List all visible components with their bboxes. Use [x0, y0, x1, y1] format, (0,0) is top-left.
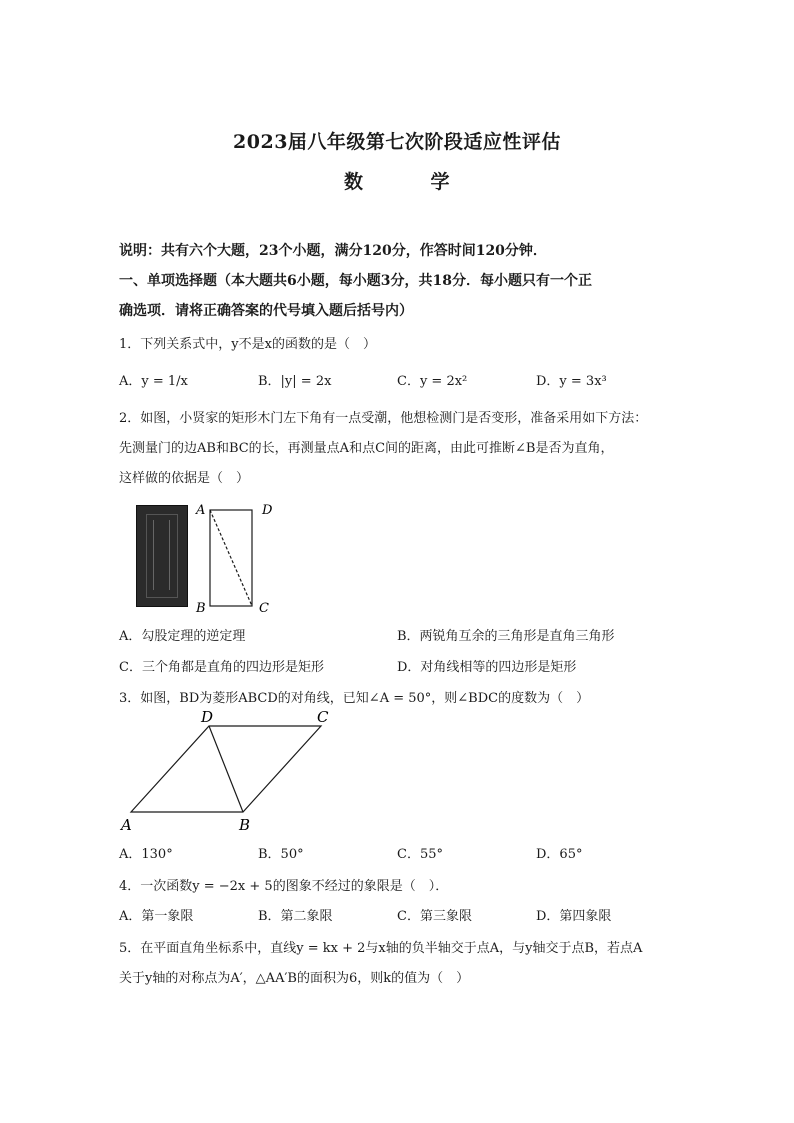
question-2-option-d: D．对角线相等的四边形是矩形	[397, 660, 577, 675]
question-2-option-a: A．勾股定理的逆定理	[119, 629, 246, 644]
question-2-line1: 2．如图，小贤家的矩形木门左下角有一点受潮，他想检测门是否变形，准备采用如下方法：	[119, 411, 648, 426]
vertex-d-label: D	[262, 503, 273, 518]
door-rectangle-figure	[192, 500, 282, 618]
question-3-option-c: C．55°	[397, 847, 443, 862]
question-2-line2: 先测量门的边AB和BC的长，再测量点A和点C间的距离，由此可推断∠B是否为直角，	[119, 441, 614, 456]
question-2-line3: 这样做的依据是（ ）	[119, 471, 250, 486]
question-4-option-b: B．第二象限	[258, 909, 333, 924]
diagonal-bd	[209, 726, 243, 812]
question-5-line1: 5．在平面直角坐标系中，直线y = kx + 2与x轴的负半轴交于点A，与y轴交于点B，若点A	[119, 941, 643, 956]
question-5-line2: 关于y轴的对称点为A′，△AA′B的面积为6，则k的值为（ ）	[119, 971, 470, 986]
question-3-stem: 3．如图，BD为菱形ABCD的对角线，已知∠A = 50°，则∠BDC的度数为（ ）	[119, 691, 590, 706]
question-1-option-d: D．y = 3x³	[536, 374, 607, 389]
exam-subject: 数 学	[343, 171, 451, 193]
question-4-option-c: C．第三象限	[397, 909, 472, 924]
question-4-stem: 4．一次函数y = −2x + 5的图象不经过的象限是（ ）．	[119, 879, 449, 894]
vertex-c-label: C	[259, 601, 269, 616]
question-1-option-a: A．y = 1/x	[119, 374, 188, 389]
rhombus-figure	[115, 706, 345, 836]
section-heading-line1: 一、单项选择题（本大题共6小题，每小题3分，共18分．每小题只有一个正	[119, 273, 592, 289]
section-heading-line2: 确选项．请将正确答案的代号填入题后括号内）	[119, 303, 413, 319]
vertex-a-label: A	[121, 816, 132, 834]
vertex-c-label: C	[317, 708, 329, 726]
question-1-stem: 1．下列关系式中，y不是x的函数的是（ ）	[119, 337, 376, 352]
question-1-option-c: C．y = 2x²	[397, 374, 468, 389]
vertex-d-label: D	[201, 708, 214, 726]
question-2-option-b: B．两锐角互余的三角形是直角三角形	[397, 629, 615, 644]
exam-title: 2023届八年级第七次阶段适应性评估	[233, 131, 561, 153]
question-1-option-b: B．|y| = 2x	[258, 374, 332, 389]
question-3-option-a: A．130°	[119, 847, 173, 862]
exam-instructions: 说明：共有六个大题，23个小题，满分120分，作答时间120分钟．	[119, 243, 547, 259]
question-4-option-a: A．第一象限	[119, 909, 194, 924]
question-3-option-d: D．65°	[536, 847, 583, 862]
vertex-b-label: B	[239, 816, 251, 834]
question-4-option-d: D．第四象限	[536, 909, 612, 924]
vertex-b-label: B	[196, 601, 206, 616]
question-2-option-c: C．三个角都是直角的四边形是矩形	[119, 660, 324, 675]
question-3-option-b: B．50°	[258, 847, 304, 862]
diagonal-ac	[210, 510, 252, 606]
door-photo	[136, 505, 188, 607]
vertex-a-label: A	[196, 503, 206, 518]
